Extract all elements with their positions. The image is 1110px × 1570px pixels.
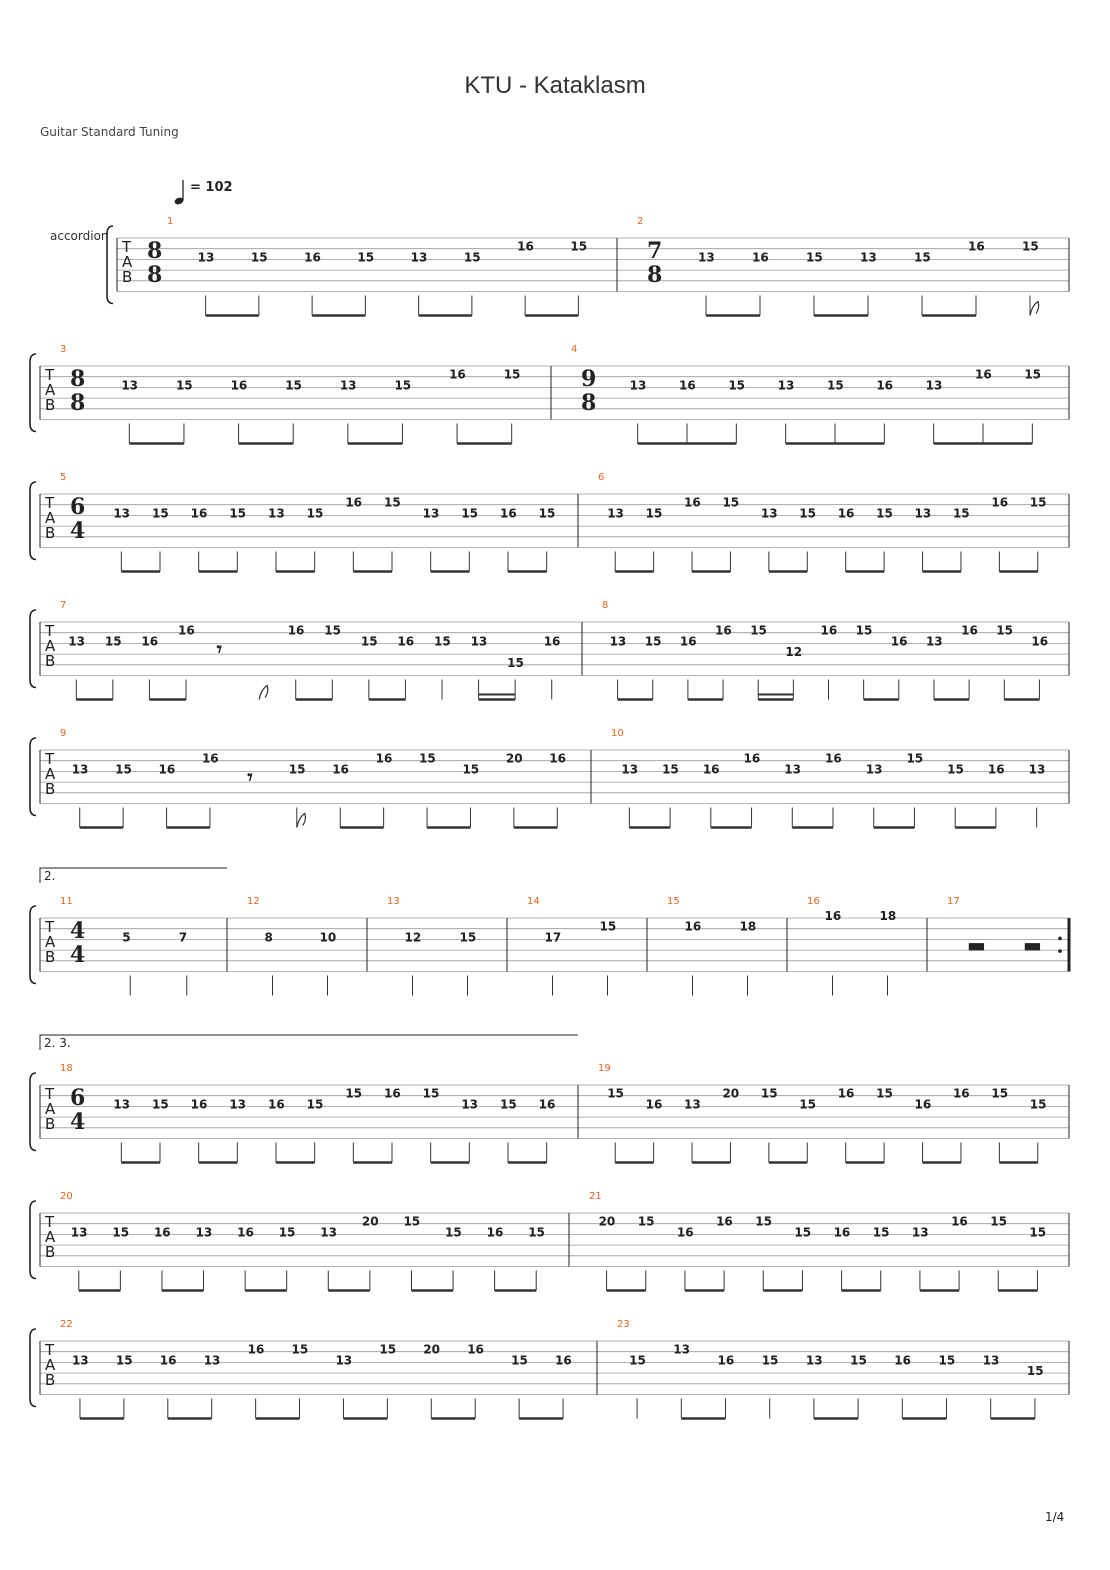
tab-clef-letter: A xyxy=(45,381,56,399)
measure-number: 18 xyxy=(60,1063,73,1074)
time-signature-bottom: 4 xyxy=(70,518,86,544)
fret-number: 15 xyxy=(990,1214,1007,1229)
time-signature-bottom: 8 xyxy=(581,390,597,416)
fret-number: 15 xyxy=(1024,367,1042,382)
fret-number: 13 xyxy=(698,250,715,265)
fret-number: 8 xyxy=(264,930,273,945)
fret-number: 16 xyxy=(894,1353,912,1368)
fret-number: 15 xyxy=(722,495,740,510)
fret-number: 15 xyxy=(914,250,931,265)
fret-number: 13 xyxy=(777,378,795,393)
system-bracket xyxy=(30,738,36,816)
time-signature-bottom: 4 xyxy=(70,1109,86,1135)
fret-number: 15 xyxy=(1022,239,1039,254)
fret-number: 16 xyxy=(449,367,466,382)
fret-number: 16 xyxy=(676,1225,694,1240)
fret-number: 16 xyxy=(304,250,321,265)
measure-number: 2 xyxy=(637,216,644,227)
fret-number: 15 xyxy=(876,1086,893,1101)
fret-number: 15 xyxy=(278,1225,296,1240)
tab-system xyxy=(30,1319,1069,1419)
fret-number: 13 xyxy=(805,1353,823,1368)
tab-clef-letter: A xyxy=(45,1100,56,1118)
fret-number: 16 xyxy=(684,919,702,934)
fret-number: 15 xyxy=(947,762,964,777)
tab-clef-letter: A xyxy=(122,253,133,271)
tab-clef-letter: A xyxy=(45,765,56,783)
fret-number: 13 xyxy=(629,378,647,393)
fret-number: 15 xyxy=(112,1225,130,1240)
fret-number: 16 xyxy=(517,239,534,254)
fret-number: 13 xyxy=(684,1097,701,1112)
fret-number: 15 xyxy=(599,919,617,934)
tab-clef-letter: A xyxy=(45,509,56,527)
measure-number: 13 xyxy=(387,896,400,907)
fret-number: 13 xyxy=(470,634,488,649)
fret-number: 15 xyxy=(991,1086,1009,1101)
tab-clef-letter: A xyxy=(45,1228,56,1246)
tab-clef-letter: A xyxy=(45,1356,56,1374)
tab-clef-letter: T xyxy=(45,750,55,768)
fret-number: 15 xyxy=(459,930,477,945)
tab-clef-letter: T xyxy=(45,1213,55,1231)
fret-number: 13 xyxy=(70,1225,88,1240)
fret-number: 15 xyxy=(422,1086,440,1101)
fret-number: 13 xyxy=(914,506,932,521)
tab-clef-letter: T xyxy=(122,238,132,256)
time-signature-bottom: 8 xyxy=(647,262,663,288)
tab-clef-letter: A xyxy=(45,933,56,951)
volta-label: 2. 3. xyxy=(44,1036,71,1050)
fret-number: 13 xyxy=(339,378,357,393)
fret-number: 13 xyxy=(982,1353,1000,1368)
fret-number: 15 xyxy=(1026,1364,1044,1379)
fret-number: 16 xyxy=(287,623,305,638)
measure-number: 7 xyxy=(60,600,67,611)
time-signature-bottom: 8 xyxy=(70,390,86,416)
fret-number: 16 xyxy=(247,1342,265,1357)
time-signature-top: 6 xyxy=(70,494,86,520)
fret-number: 13 xyxy=(911,1225,929,1240)
fret-number: 15 xyxy=(799,506,816,521)
fret-number: 15 xyxy=(394,378,412,393)
fret-number: 15 xyxy=(306,1097,324,1112)
fret-number: 15 xyxy=(607,1086,624,1101)
fret-number: 16 xyxy=(645,1097,663,1112)
time-signature-top: 8 xyxy=(147,238,163,264)
fret-number: 16 xyxy=(743,751,761,766)
fret-number: 13 xyxy=(607,506,624,521)
system-bracket xyxy=(30,906,36,984)
fret-number: 15 xyxy=(384,495,401,510)
note-flag xyxy=(297,814,306,828)
fret-number: 16 xyxy=(486,1225,504,1240)
fret-number: 16 xyxy=(375,751,393,766)
fret-number: 15 xyxy=(1029,495,1047,510)
fret-number: 15 xyxy=(728,378,746,393)
song-title: KTU - Kataklasm xyxy=(464,72,646,99)
tab-clef-letter: A xyxy=(45,637,56,655)
fret-number: 15 xyxy=(799,1097,816,1112)
fret-number: 15 xyxy=(906,751,924,766)
fret-number: 15 xyxy=(152,1097,169,1112)
fret-number: 13 xyxy=(609,634,627,649)
fret-number: 13 xyxy=(203,1353,221,1368)
tuning-label: Guitar Standard Tuning xyxy=(40,125,179,139)
fret-number: 16 xyxy=(717,1353,735,1368)
tab-clef-letter: B xyxy=(45,396,56,414)
system-bracket xyxy=(30,354,36,432)
fret-number: 16 xyxy=(332,762,349,777)
fret-number: 15 xyxy=(872,1225,890,1240)
fret-number: 15 xyxy=(379,1342,397,1357)
fret-number: 15 xyxy=(511,1353,528,1368)
fret-number: 16 xyxy=(345,495,363,510)
fret-number: 16 xyxy=(141,634,159,649)
fret-number: 16 xyxy=(833,1225,851,1240)
fret-number: 15 xyxy=(645,506,663,521)
instrument-label: accordion xyxy=(50,229,109,243)
measure-number: 4 xyxy=(571,344,578,355)
rest-symbol: ▬ xyxy=(1023,933,1042,957)
fret-number: 13 xyxy=(268,506,285,521)
system-bracket xyxy=(30,610,36,688)
fret-number: 16 xyxy=(237,1225,254,1240)
fret-number: 12 xyxy=(785,645,803,660)
tab-system xyxy=(30,600,1069,700)
fret-number: 16 xyxy=(987,762,1005,777)
fret-number: 16 xyxy=(555,1353,572,1368)
fret-number: 13 xyxy=(71,1353,89,1368)
fret-number: 13 xyxy=(71,762,89,777)
fret-number: 15 xyxy=(463,250,481,265)
fret-number: 16 xyxy=(876,378,894,393)
fret-number: 16 xyxy=(820,623,838,638)
measure-number: 19 xyxy=(598,1063,611,1074)
fret-number: 15 xyxy=(324,623,341,638)
tab-system xyxy=(107,216,1069,316)
fret-number: 15 xyxy=(750,623,767,638)
tab-clef-letter: T xyxy=(45,622,55,640)
volta-bracket xyxy=(40,868,227,883)
tab-system xyxy=(30,344,1069,444)
fret-number: 16 xyxy=(824,909,842,923)
page-number: 1/4 xyxy=(1045,1510,1065,1524)
fret-number: 13 xyxy=(925,634,943,649)
fret-number: 16 xyxy=(961,623,978,638)
fret-number: 16 xyxy=(153,1225,171,1240)
measure-number: 17 xyxy=(947,896,960,907)
measure-number: 8 xyxy=(602,600,609,611)
fret-number: 16 xyxy=(549,751,566,766)
time-signature-top: 6 xyxy=(70,1085,86,1111)
tab-clef-letter: T xyxy=(45,366,55,384)
measure-number: 14 xyxy=(527,896,540,907)
fret-number: 15 xyxy=(876,506,893,521)
fret-number: 15 xyxy=(175,378,193,393)
tab-clef-letter: B xyxy=(45,1115,56,1133)
tab-clef-letter: B xyxy=(122,268,133,286)
fret-number: 15 xyxy=(500,1097,517,1112)
note-flag xyxy=(259,686,268,700)
fret-number: 20 xyxy=(361,1214,379,1229)
fret-number: 15 xyxy=(291,1342,309,1357)
fret-number: 13 xyxy=(68,634,85,649)
repeat-dot xyxy=(1058,949,1062,953)
measure-number: 11 xyxy=(60,896,73,907)
fret-number: 15 xyxy=(115,1353,133,1368)
measure-number: 10 xyxy=(611,728,624,739)
fret-number: 10 xyxy=(319,930,337,945)
tab-clef-letter: T xyxy=(45,918,55,936)
fret-number: 15 xyxy=(288,762,306,777)
fret-number: 16 xyxy=(384,1086,401,1101)
fret-number: 16 xyxy=(543,634,561,649)
fret-number: 16 xyxy=(975,367,992,382)
system-bracket xyxy=(30,1201,36,1279)
measure-number: 20 xyxy=(60,1191,73,1202)
tempo-marking: = 102 xyxy=(190,180,233,195)
fret-number: 15 xyxy=(760,1086,778,1101)
measure-number: 22 xyxy=(60,1319,73,1330)
fret-number: 13 xyxy=(760,506,778,521)
fret-number: 13 xyxy=(1028,762,1046,777)
fret-number: 13 xyxy=(195,1225,213,1240)
measure-number: 3 xyxy=(60,344,67,355)
fret-number: 16 xyxy=(230,378,248,393)
repeat-dot xyxy=(1058,937,1062,941)
fret-number: 13 xyxy=(422,506,440,521)
fret-number: 13 xyxy=(461,1097,479,1112)
fret-number: 15 xyxy=(570,239,588,254)
fret-number: 16 xyxy=(397,634,415,649)
fret-number: 16 xyxy=(201,751,219,766)
fret-number: 15 xyxy=(827,378,844,393)
fret-number: 16 xyxy=(716,1214,733,1229)
fret-number: 15 xyxy=(507,655,524,670)
fret-number: 15 xyxy=(996,623,1013,638)
measure-number: 9 xyxy=(60,728,67,739)
tab-clef-letter: B xyxy=(45,1371,56,1389)
fret-number: 20 xyxy=(423,1342,440,1357)
fret-number: 16 xyxy=(752,250,769,265)
system-bracket xyxy=(30,482,36,560)
fret-number: 20 xyxy=(598,1214,616,1229)
fret-number: 13 xyxy=(229,1097,247,1112)
fret-number: 18 xyxy=(879,909,897,923)
fret-number: 16 xyxy=(952,1086,970,1101)
volta-label: 2. xyxy=(44,869,56,883)
fret-number: 15 xyxy=(152,506,169,521)
fret-number: 16 xyxy=(991,495,1009,510)
fret-number: 15 xyxy=(637,1214,655,1229)
rest-symbol: ▬ xyxy=(967,933,986,957)
fret-number: 15 xyxy=(761,1353,779,1368)
fret-number: 20 xyxy=(505,751,523,766)
fret-number: 15 xyxy=(357,250,375,265)
fret-number: 15 xyxy=(115,762,132,777)
fret-number: 16 xyxy=(837,1086,855,1101)
fret-number: 13 xyxy=(410,250,428,265)
fret-number: 15 xyxy=(360,634,378,649)
fret-number: 15 xyxy=(662,762,679,777)
fret-number: 15 xyxy=(850,1353,867,1368)
fret-number: 15 xyxy=(403,1214,421,1229)
fret-number: 16 xyxy=(890,634,908,649)
measure-number: 5 xyxy=(60,472,67,483)
system-bracket xyxy=(30,1073,36,1151)
fret-number: 16 xyxy=(467,1342,484,1357)
fret-number: 15 xyxy=(952,506,970,521)
fret-number: 20 xyxy=(722,1086,740,1101)
tab-clef-letter: B xyxy=(45,1243,56,1261)
time-signature-top: 7 xyxy=(647,238,663,264)
system-bracket xyxy=(107,226,113,304)
fret-number: 16 xyxy=(159,1353,177,1368)
fret-number: 13 xyxy=(865,762,883,777)
fret-number: 13 xyxy=(335,1353,353,1368)
fret-number: 15 xyxy=(629,1353,646,1368)
fret-number: 15 xyxy=(306,506,324,521)
tab-system xyxy=(30,728,1069,828)
tab-clef-letter: B xyxy=(45,948,56,966)
fret-number: 7 xyxy=(178,930,188,945)
fret-number: 12 xyxy=(404,930,422,945)
note-flag xyxy=(1030,302,1039,316)
time-signature-bottom: 4 xyxy=(70,942,86,968)
fret-number: 13 xyxy=(320,1225,337,1240)
fret-number: 15 xyxy=(528,1225,545,1240)
fret-number: 15 xyxy=(461,506,479,521)
time-signature-top: 8 xyxy=(70,366,86,392)
fret-number: 16 xyxy=(702,762,720,777)
fret-number: 13 xyxy=(925,378,943,393)
fret-number: 16 xyxy=(679,634,697,649)
measure-number: 12 xyxy=(247,896,260,907)
fret-number: 16 xyxy=(268,1097,285,1112)
fret-number: 18 xyxy=(739,919,757,934)
fret-number: 16 xyxy=(500,506,517,521)
fret-number: 15 xyxy=(285,378,302,393)
fret-number: 15 xyxy=(755,1214,772,1229)
fret-number: 16 xyxy=(679,378,696,393)
tab-system xyxy=(30,868,1069,996)
fret-number: 17 xyxy=(544,930,562,945)
fret-number: 16 xyxy=(1031,634,1049,649)
fret-number: 15 xyxy=(445,1225,462,1240)
fret-number: 16 xyxy=(914,1097,932,1112)
tab-system xyxy=(30,1035,1069,1163)
fret-number: 16 xyxy=(178,623,195,638)
fret-number: 15 xyxy=(250,250,268,265)
fret-number: 16 xyxy=(825,751,842,766)
fret-number: 16 xyxy=(538,1097,556,1112)
rest-symbol: 𝄾 xyxy=(247,765,253,789)
volta-bracket xyxy=(40,1035,578,1050)
time-signature-bottom: 8 xyxy=(147,262,163,288)
fret-number: 16 xyxy=(715,623,732,638)
rest-symbol: 𝄾 xyxy=(216,637,222,661)
fret-number: 15 xyxy=(434,634,451,649)
fret-number: 16 xyxy=(190,506,208,521)
fret-number: 16 xyxy=(951,1214,968,1229)
fret-number: 16 xyxy=(837,506,855,521)
fret-number: 16 xyxy=(190,1097,208,1112)
tab-clef-letter: T xyxy=(45,494,55,512)
fret-number: 16 xyxy=(684,495,701,510)
measure-number: 21 xyxy=(589,1191,602,1202)
system-bracket xyxy=(30,1329,36,1407)
fret-number: 16 xyxy=(158,762,176,777)
fret-number: 15 xyxy=(538,506,556,521)
fret-number: 16 xyxy=(968,239,985,254)
fret-number: 13 xyxy=(121,378,139,393)
tab-clef-letter: B xyxy=(45,652,56,670)
fret-number: 15 xyxy=(644,634,662,649)
fret-number: 15 xyxy=(503,367,521,382)
fret-number: 15 xyxy=(794,1225,812,1240)
tab-system xyxy=(30,1191,1069,1291)
tab-clef-letter: T xyxy=(45,1085,55,1103)
tab-system xyxy=(30,472,1069,572)
fret-number: 15 xyxy=(806,250,823,265)
fret-number: 13 xyxy=(197,250,215,265)
time-signature-top: 9 xyxy=(581,366,597,392)
fret-number: 15 xyxy=(1029,1097,1047,1112)
measure-number: 6 xyxy=(598,472,605,483)
tab-clef-letter: B xyxy=(45,780,56,798)
time-signature-top: 4 xyxy=(70,918,86,944)
fret-number: 15 xyxy=(938,1353,956,1368)
fret-number: 15 xyxy=(855,623,873,638)
fret-number: 15 xyxy=(104,634,122,649)
fret-number: 15 xyxy=(229,506,247,521)
tab-clef-letter: T xyxy=(45,1341,55,1359)
fret-number: 15 xyxy=(462,762,480,777)
fret-number: 13 xyxy=(860,250,877,265)
fret-number: 15 xyxy=(345,1086,363,1101)
tab-clef-letter: B xyxy=(45,524,56,542)
fret-number: 13 xyxy=(621,762,639,777)
measure-number: 1 xyxy=(167,216,174,227)
fret-number: 15 xyxy=(1029,1225,1047,1240)
measure-number: 16 xyxy=(807,896,820,907)
fret-number: 13 xyxy=(113,506,131,521)
measure-number: 15 xyxy=(667,896,680,907)
fret-number: 13 xyxy=(113,1097,131,1112)
fret-number: 5 xyxy=(122,930,131,945)
measure-number: 23 xyxy=(617,1319,630,1330)
fret-number: 13 xyxy=(784,762,801,777)
fret-number: 15 xyxy=(419,751,436,766)
fret-number: 13 xyxy=(673,1342,691,1357)
